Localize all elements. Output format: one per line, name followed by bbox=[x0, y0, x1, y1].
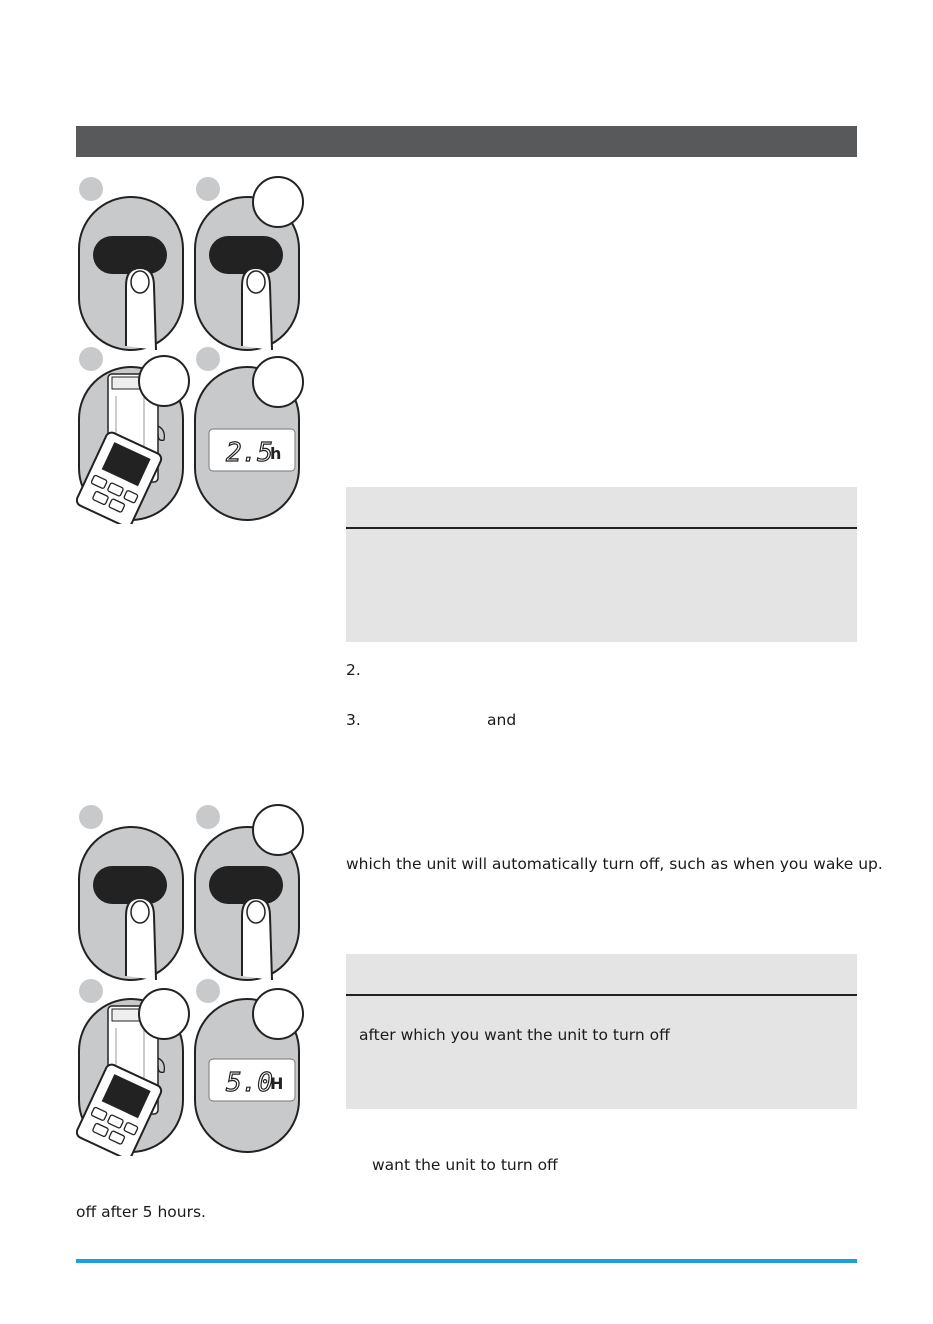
step-2-number: 2. bbox=[346, 661, 361, 679]
illustration-timer-set-2 bbox=[76, 804, 306, 1156]
timer-steps-graphic-2 bbox=[76, 804, 306, 1156]
step-a2-press-button bbox=[79, 805, 183, 980]
step-c-remote-unit bbox=[76, 347, 189, 524]
step-3-number: 3. bbox=[346, 711, 361, 729]
display-unit-2: H bbox=[270, 1074, 284, 1093]
step-b2-press-button bbox=[195, 805, 303, 980]
step-c2-remote-unit bbox=[76, 979, 189, 1156]
display-readout: 2.5 bbox=[226, 438, 273, 468]
info-panel-2-text: after which you want the unit to turn off bbox=[359, 1026, 670, 1044]
step-b-press-button bbox=[195, 177, 303, 350]
step-d-display bbox=[195, 347, 303, 520]
info-panel-1-header bbox=[346, 487, 857, 529]
info-panel-2-header bbox=[346, 954, 857, 996]
section-2-line-1: which the unit will automatically turn off, such as when you wake up. bbox=[346, 855, 883, 873]
step-3-and: and bbox=[487, 711, 517, 729]
timer-steps-graphic bbox=[76, 174, 306, 524]
display-unit: h bbox=[270, 444, 282, 463]
footer-accent-line bbox=[76, 1259, 857, 1263]
info-panel-1 bbox=[346, 487, 857, 642]
step-a-press-button bbox=[79, 177, 183, 350]
display-readout-2: 5.0 bbox=[226, 1068, 273, 1098]
step-d2-display bbox=[195, 979, 303, 1152]
section-2-line-3: off after 5 hours. bbox=[76, 1203, 206, 1221]
illustration-timer-set-1 bbox=[76, 174, 306, 524]
info-panel-2 bbox=[346, 954, 857, 1109]
section-2-line-2: want the unit to turn off bbox=[372, 1156, 558, 1174]
section-header-bar bbox=[76, 126, 857, 157]
